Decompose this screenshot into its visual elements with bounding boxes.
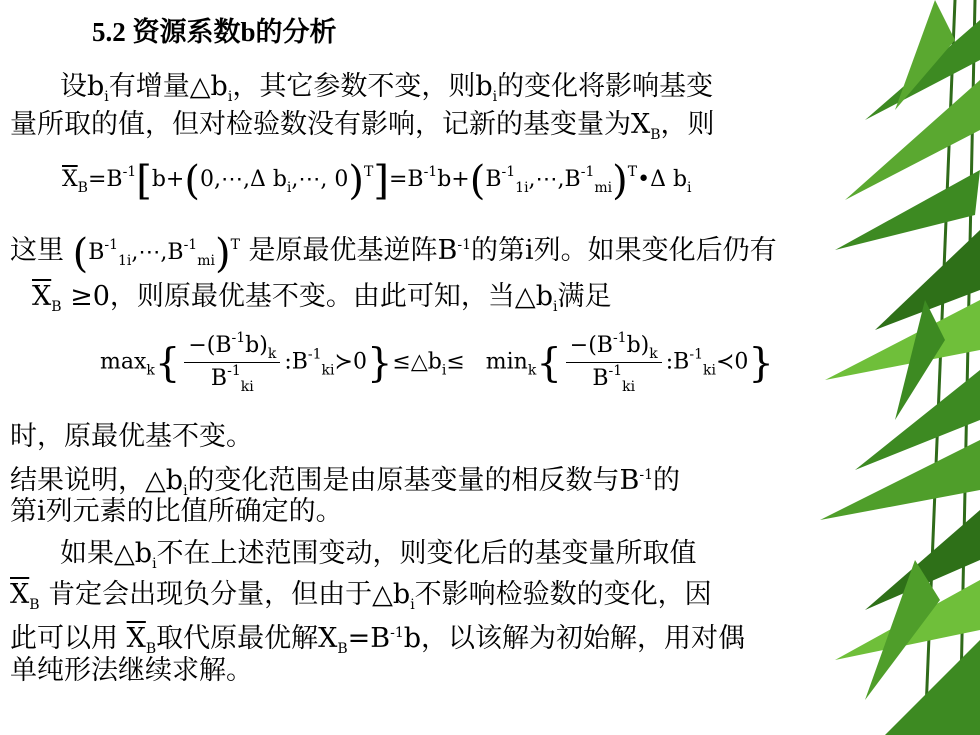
paragraph-line-6: 结果说明，$\triangle b_i$的变化范围是由原基变量的相反数与$B^{-1}$的: [10, 465, 681, 499]
paragraph-line-2: 量所取的值，但对检验数没有影响，记新的基变量为$X_B$，则: [10, 109, 715, 143]
paragraph-line-11: 单纯形法继续求解。: [10, 655, 253, 686]
paragraph-line-8: 如果$\triangle b_i$不在上述范围变动，则变化后的基变量所取值: [60, 538, 697, 572]
paragraph-line-3: 这里 $(B^{-1}_{1i},\cdots,B^{-1}_{mi})^T$ 是原最优基逆阵$B^{-1}$的第i列。如果变化后仍有: [10, 231, 777, 277]
paragraph-line-9: $\overline{X}_B$ 肯定会出现负分量，但由于$\triangle b_i$不影响检验数的变化，因: [10, 579, 712, 613]
slide-title: 5.2 资源系数b的分析: [92, 17, 337, 47]
paragraph-line-5: 时，原最优基不变。: [10, 421, 253, 452]
paragraph-line-7: 第i列元素的比值所确定的。: [10, 496, 343, 527]
paragraph-line-1: 设$b_i$有增量$\triangle b_i$，其它参数不变，则$b_i$的变化将影响基变: [60, 71, 714, 105]
paragraph-line-10: 此可以用 $\overline{X}_B$取代原最优解$X_B=B^{-1}b$，以该解为初始解，用对偶: [10, 623, 746, 657]
formula-range: $\max_k${ $\frac{-(B^{-1}b)_k}{B^{-1}_{ki}}$ $:B^{-1}_{ki}≻0\}\le\triangle b_i\le$ $\min_k${ $\frac{-(B^{-1}b)_k}{B^{-1}_{ki}}$ $:B^{-1}_{ki}≺0$}: [100, 330, 774, 395]
paragraph-line-4: $\overline{X}_B \ge 0$，则原最优基不变。由此可知，当$\triangle b_i$满足: [32, 281, 612, 315]
formula-xb: $\overline{X}_B=B^{-1}[b+(0,\cdots,\Delta$ $b_i,\cdots$, $0)^T]=B^{-1}b+(B^{-1}_{1i},\cdots,B^{-1}_{mi})^T•\Delta$ $b_i$: [62, 158, 692, 204]
bamboo-decoration: [805, 0, 980, 735]
